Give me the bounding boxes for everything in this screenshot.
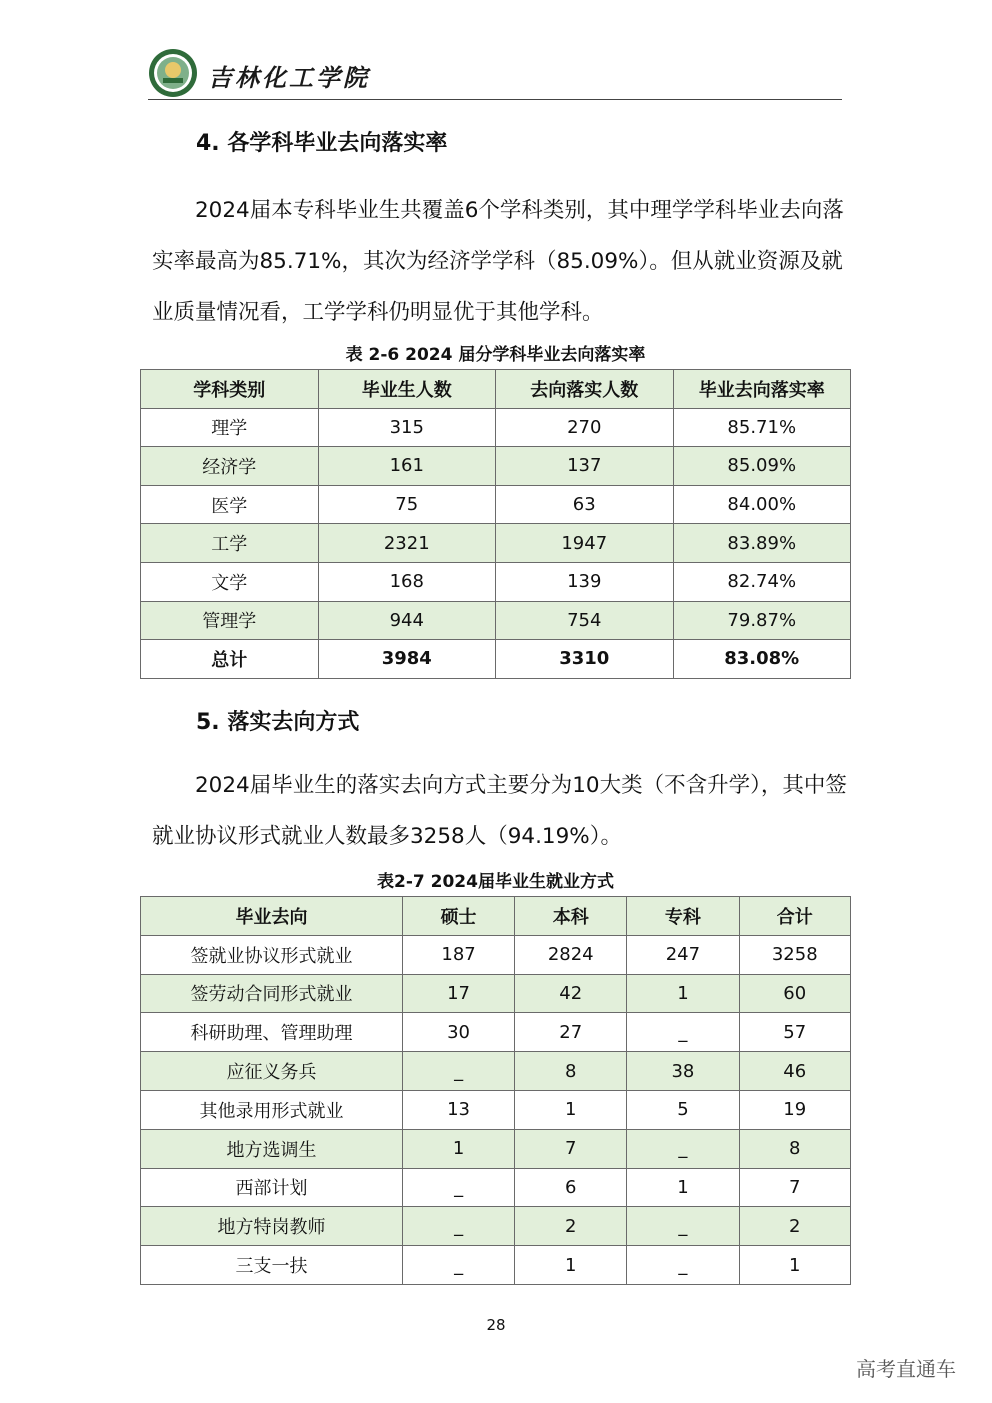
section-5-paragraph: 2024届毕业生的落实去向方式主要分为10大类（不含升学），其中签就业协议形式就业人数最多3258人（94.19%）。 [152, 773, 847, 849]
table-cell: 1 [739, 1246, 851, 1285]
page-number: 28 [486, 1316, 506, 1334]
table-cell: 签劳动合同形式就业 [141, 974, 403, 1013]
page-header [148, 46, 842, 100]
table-header-cell: 专科 [627, 897, 739, 936]
table-cell: 1947 [496, 524, 674, 563]
table-cell: 3984 [318, 640, 496, 679]
table-cell: 30 [402, 1013, 514, 1052]
table-cell: 83.89% [673, 524, 851, 563]
table-cell: _ [402, 1246, 514, 1285]
school-name: 吉林化工学院 [208, 63, 370, 92]
table-header-cell: 毕业去向 [141, 897, 403, 936]
table-header-cell: 学科类别 [141, 370, 319, 409]
table-header-cell: 硕士 [402, 897, 514, 936]
table-cell: _ [402, 1052, 514, 1091]
table-row [141, 1013, 851, 1052]
table-row [141, 1246, 851, 1285]
table-row [141, 485, 851, 524]
table-cell: 地方特岗教师 [141, 1207, 403, 1246]
section-4-heading: 4. 各学科毕业去向落实率 [196, 131, 448, 156]
table-cell: 168 [318, 562, 496, 601]
table-cell: 经济学 [141, 447, 319, 486]
table-cell: 1 [515, 1246, 627, 1285]
table-row [141, 1168, 851, 1207]
table-row [141, 1052, 851, 1091]
table-cell: 三支一扶 [141, 1246, 403, 1285]
table-cell: 161 [318, 447, 496, 486]
table-cell: 5 [627, 1090, 739, 1129]
table-cell: 13 [402, 1090, 514, 1129]
table-cell: 文学 [141, 562, 319, 601]
table-cell: _ [627, 1207, 739, 1246]
table-cell: 签就业协议形式就业 [141, 935, 403, 974]
table-cell: _ [402, 1207, 514, 1246]
table-cell: 应征义务兵 [141, 1052, 403, 1091]
table-header-cell: 本科 [515, 897, 627, 936]
table-row [141, 562, 851, 601]
table-cell: 1 [627, 974, 739, 1013]
section-5-heading: 5. 落实去向方式 [196, 710, 360, 735]
table-cell: 2824 [515, 935, 627, 974]
table-row [141, 1090, 851, 1129]
table-cell: 总计 [141, 640, 319, 679]
table-cell: _ [627, 1129, 739, 1168]
table-cell: 地方选调生 [141, 1129, 403, 1168]
table-cell: 84.00% [673, 485, 851, 524]
table-cell: 其他录用形式就业 [141, 1090, 403, 1129]
table-row [141, 974, 851, 1013]
table-cell: 315 [318, 408, 496, 447]
table-cell: 187 [402, 935, 514, 974]
table-row [141, 524, 851, 563]
table-cell: 75 [318, 485, 496, 524]
table-cell: 管理学 [141, 601, 319, 640]
table-cell: 754 [496, 601, 674, 640]
table-cell: 西部计划 [141, 1168, 403, 1207]
employment-method-table [140, 896, 851, 1285]
table-cell: 42 [515, 974, 627, 1013]
table-cell: 247 [627, 935, 739, 974]
section-4-paragraph: 2024届本专科毕业生共覆盖6个学科类别，其中理学学科毕业去向落实率最高为85.71%，其次为经济学学科（85.09%）。但从就业资源及就业质量情况看，工学学科仍明显优于其他学科。 [152, 198, 844, 325]
table-cell: 2 [515, 1207, 627, 1246]
table-cell: 85.09% [673, 447, 851, 486]
table-header-cell: 去向落实人数 [496, 370, 674, 409]
table-header-cell: 毕业生人数 [318, 370, 496, 409]
table-cell: 57 [739, 1013, 851, 1052]
table-cell: 137 [496, 447, 674, 486]
table-cell: _ [627, 1246, 739, 1285]
table-cell: 82.74% [673, 562, 851, 601]
table-cell: 944 [318, 601, 496, 640]
table-row [141, 935, 851, 974]
table-cell: 27 [515, 1013, 627, 1052]
table-cell: 17 [402, 974, 514, 1013]
table-cell: 7 [739, 1168, 851, 1207]
table-cell: 1 [515, 1090, 627, 1129]
table-cell: 19 [739, 1090, 851, 1129]
table-row [141, 1207, 851, 1246]
table-cell: 38 [627, 1052, 739, 1091]
school-logo-icon [148, 48, 198, 98]
table-cell: 3258 [739, 935, 851, 974]
table-cell: 1 [402, 1129, 514, 1168]
table-cell: 60 [739, 974, 851, 1013]
table-cell: 8 [515, 1052, 627, 1091]
table-cell: 83.08% [673, 640, 851, 679]
table-cell: 6 [515, 1168, 627, 1207]
table-cell: 270 [496, 408, 674, 447]
table-header-cell: 合计 [739, 897, 851, 936]
table-cell: 139 [496, 562, 674, 601]
table-cell: 85.71% [673, 408, 851, 447]
table-cell: 工学 [141, 524, 319, 563]
table-cell: 医学 [141, 485, 319, 524]
table-header-cell: 毕业去向落实率 [673, 370, 851, 409]
table-cell: 理学 [141, 408, 319, 447]
table-cell: _ [627, 1013, 739, 1052]
discipline-placement-table [140, 369, 851, 679]
table-cell: 1 [627, 1168, 739, 1207]
watermark: 高考直通车 [856, 1357, 956, 1381]
table-2-caption: 表2-7 2024届毕业生就业方式 [377, 872, 614, 892]
table-1-caption: 表 2-6 2024 届分学科毕业去向落实率 [345, 345, 646, 365]
table-cell: 科研助理、管理助理 [141, 1013, 403, 1052]
table-cell: _ [402, 1168, 514, 1207]
table-cell: 46 [739, 1052, 851, 1091]
table-cell: 63 [496, 485, 674, 524]
table-row [141, 1129, 851, 1168]
table-cell: 8 [739, 1129, 851, 1168]
table-row [141, 447, 851, 486]
table-cell: 7 [515, 1129, 627, 1168]
table-cell: 79.87% [673, 601, 851, 640]
table-cell: 2321 [318, 524, 496, 563]
table-row [141, 408, 851, 447]
table-cell: 2 [739, 1207, 851, 1246]
table-row [141, 601, 851, 640]
table-cell: 3310 [496, 640, 674, 679]
table-total-row [141, 640, 851, 679]
